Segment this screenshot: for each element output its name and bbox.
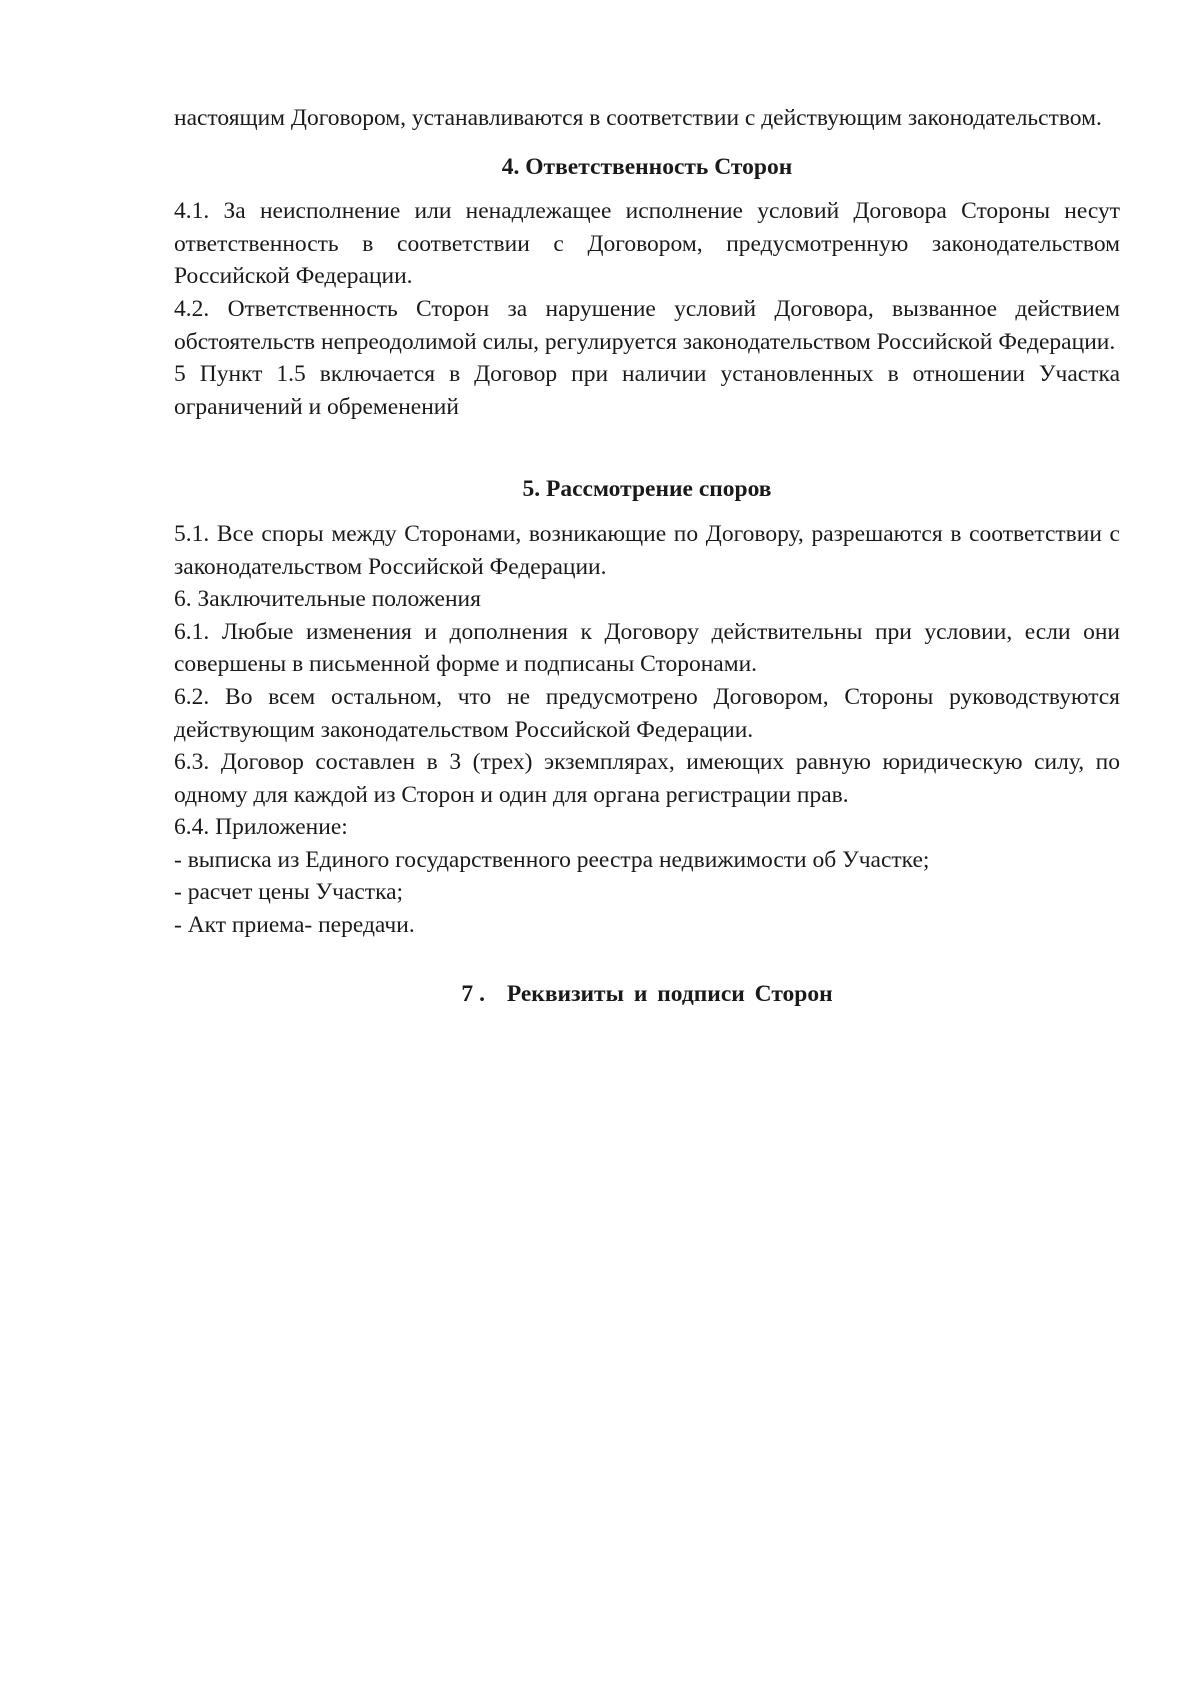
attachment-item: - расчет цены Участка;	[174, 879, 404, 906]
section-4-heading: 4. Ответственность Сторон	[501, 153, 793, 180]
section-7-title: Реквизиты и подписи Сторон	[506, 980, 833, 1007]
document-body	[174, 102, 1120, 1010]
attachment-item: - Акт приема- передачи.	[174, 912, 415, 939]
paragraph-6-3: 6.3. Договор составлен в 3 (трех) экземплярах, имеющих равную юридическую силу, по одному для каждой из Сторон и один для органа регистрации прав.	[174, 749, 1120, 808]
intro-paragraph: настоящим Договором, устанавливаются в соответствии с действующим законодательством.	[174, 105, 1102, 131]
paragraph-6-2: 6.2. Во всем остальном, что не предусмотрено Договором, Стороны руководствуются действующим законодательством Российской Федерации.	[174, 683, 1120, 743]
paragraph-6-1: 6.1. Любые изменения и дополнения к Договору действительны при условии, если они совершены в письменной форме и подписаны Сторонами.	[174, 618, 1120, 678]
footnote-5: 5 Пункт 1.5 включается в Договор при наличии установленных в отношении Участка ограничений и обременений	[174, 361, 1120, 420]
paragraph-6-4: 6.4. Приложение:	[174, 814, 348, 841]
section-7-number: 7.	[461, 980, 491, 1007]
section-6-heading: 6. Заключительные положения	[174, 586, 481, 613]
section-5-heading: 5. Рассмотрение споров	[522, 476, 772, 503]
paragraph-4-1: 4.1. За неисполнение или ненадлежащее исполнение условий Договора Стороны несут ответственность в соответствии с Договором, предусмотренную законодательством Российской Федерации.	[174, 198, 1120, 290]
paragraph-4-2: 4.2. Ответственность Сторон за нарушение условий Договора, вызванное действием обстоятельств непреодолимой силы, регулируется законодательством Российской Федерации.	[174, 295, 1120, 355]
section-7-heading	[174, 978, 1120, 1011]
attachment-item: - выписка из Единого государственного реестра недвижимости об Участке;	[174, 846, 930, 873]
paragraph-5-1: 5.1. Все споры между Сторонами, возникающие по Договору, разрешаются в соответствии с законодательством Российской Федерации.	[174, 520, 1120, 580]
